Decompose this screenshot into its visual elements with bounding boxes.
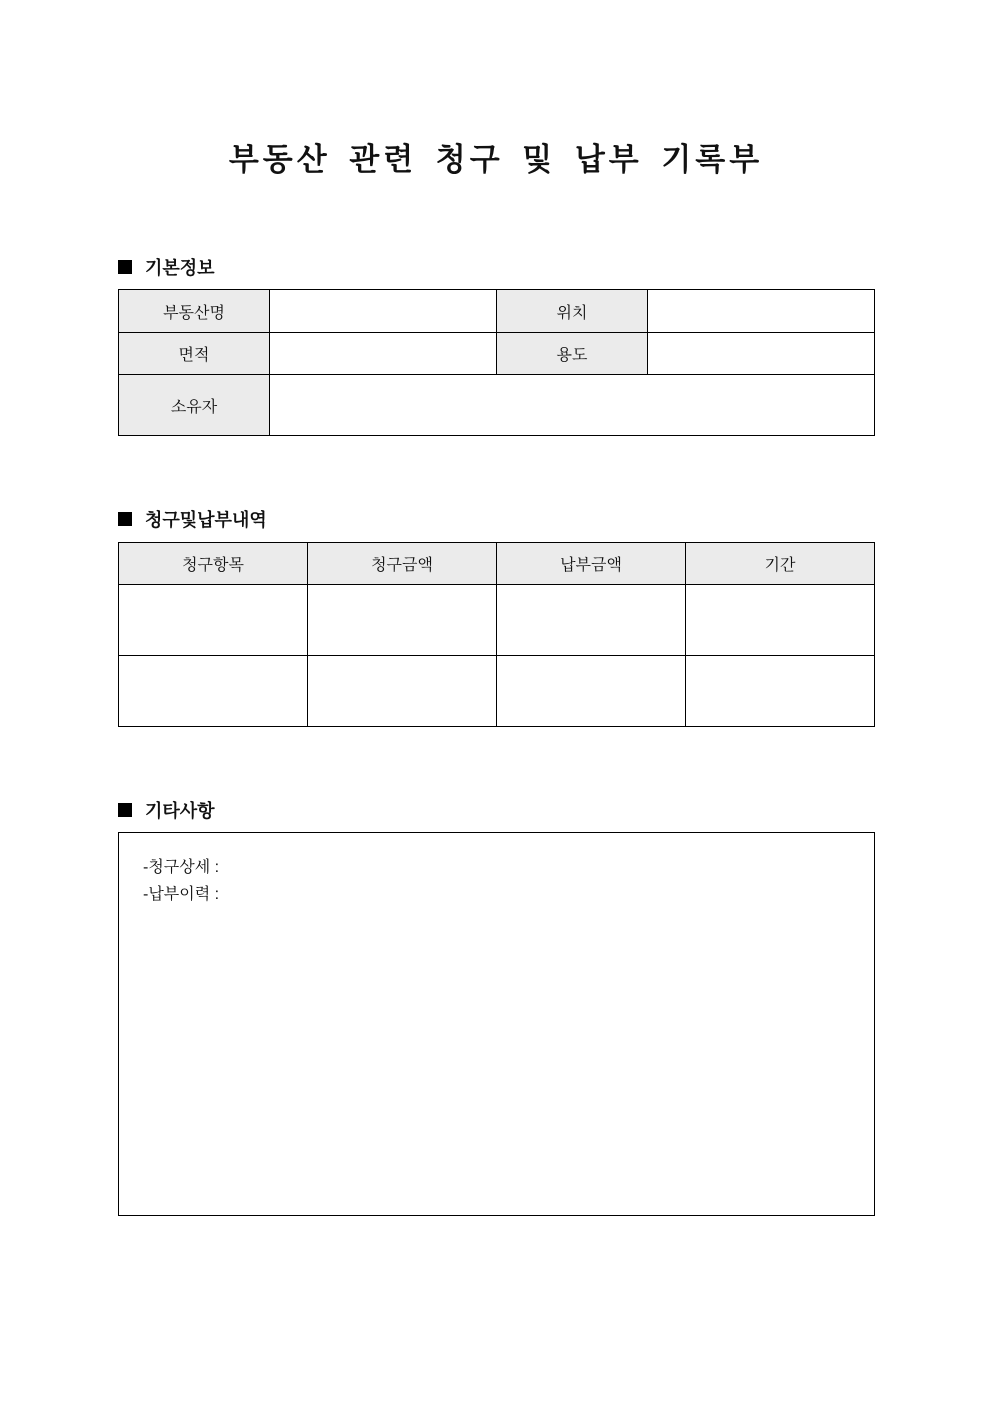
document-title: 부동산 관련 청구 및 납부 기록부 <box>228 142 764 177</box>
usage-field[interactable] <box>648 333 875 375</box>
basic-info-table <box>118 289 875 436</box>
table-row <box>119 585 875 656</box>
column-header: 청구금액 <box>308 543 497 585</box>
table-cell[interactable] <box>686 656 875 727</box>
section-heading: 기본정보 <box>145 258 215 278</box>
column-header: 청구항목 <box>119 543 308 585</box>
location-field[interactable] <box>648 290 875 333</box>
table-cell[interactable] <box>497 585 686 656</box>
notes-box[interactable] <box>118 832 875 1216</box>
section-heading: 청구및납부내역 <box>145 510 267 530</box>
square-bullet-icon <box>118 803 132 817</box>
note-payment-history: -납부이력 : <box>143 886 220 903</box>
table-cell[interactable] <box>308 585 497 656</box>
table-cell[interactable] <box>119 656 308 727</box>
square-bullet-icon <box>118 260 132 274</box>
square-bullet-icon <box>118 512 132 526</box>
table-cell[interactable] <box>308 656 497 727</box>
label-area: 면적 <box>119 333 270 375</box>
section-billing <box>118 506 267 532</box>
section-basic-info <box>118 254 215 280</box>
column-header: 납부금액 <box>497 543 686 585</box>
table-cell[interactable] <box>497 656 686 727</box>
label-usage: 용도 <box>497 333 648 375</box>
billing-table <box>118 542 875 727</box>
area-field[interactable] <box>270 333 497 375</box>
section-heading: 기타사항 <box>145 801 215 821</box>
owner-field[interactable] <box>270 375 875 436</box>
label-property-name: 부동산명 <box>119 290 270 333</box>
table-cell[interactable] <box>686 585 875 656</box>
section-notes <box>118 797 215 823</box>
table-row <box>119 656 875 727</box>
note-billing-detail: -청구상세 : <box>143 859 220 876</box>
column-header: 기간 <box>686 543 875 585</box>
property-name-field[interactable] <box>270 290 497 333</box>
label-owner: 소유자 <box>119 375 270 436</box>
label-location: 위치 <box>497 290 648 333</box>
table-cell[interactable] <box>119 585 308 656</box>
